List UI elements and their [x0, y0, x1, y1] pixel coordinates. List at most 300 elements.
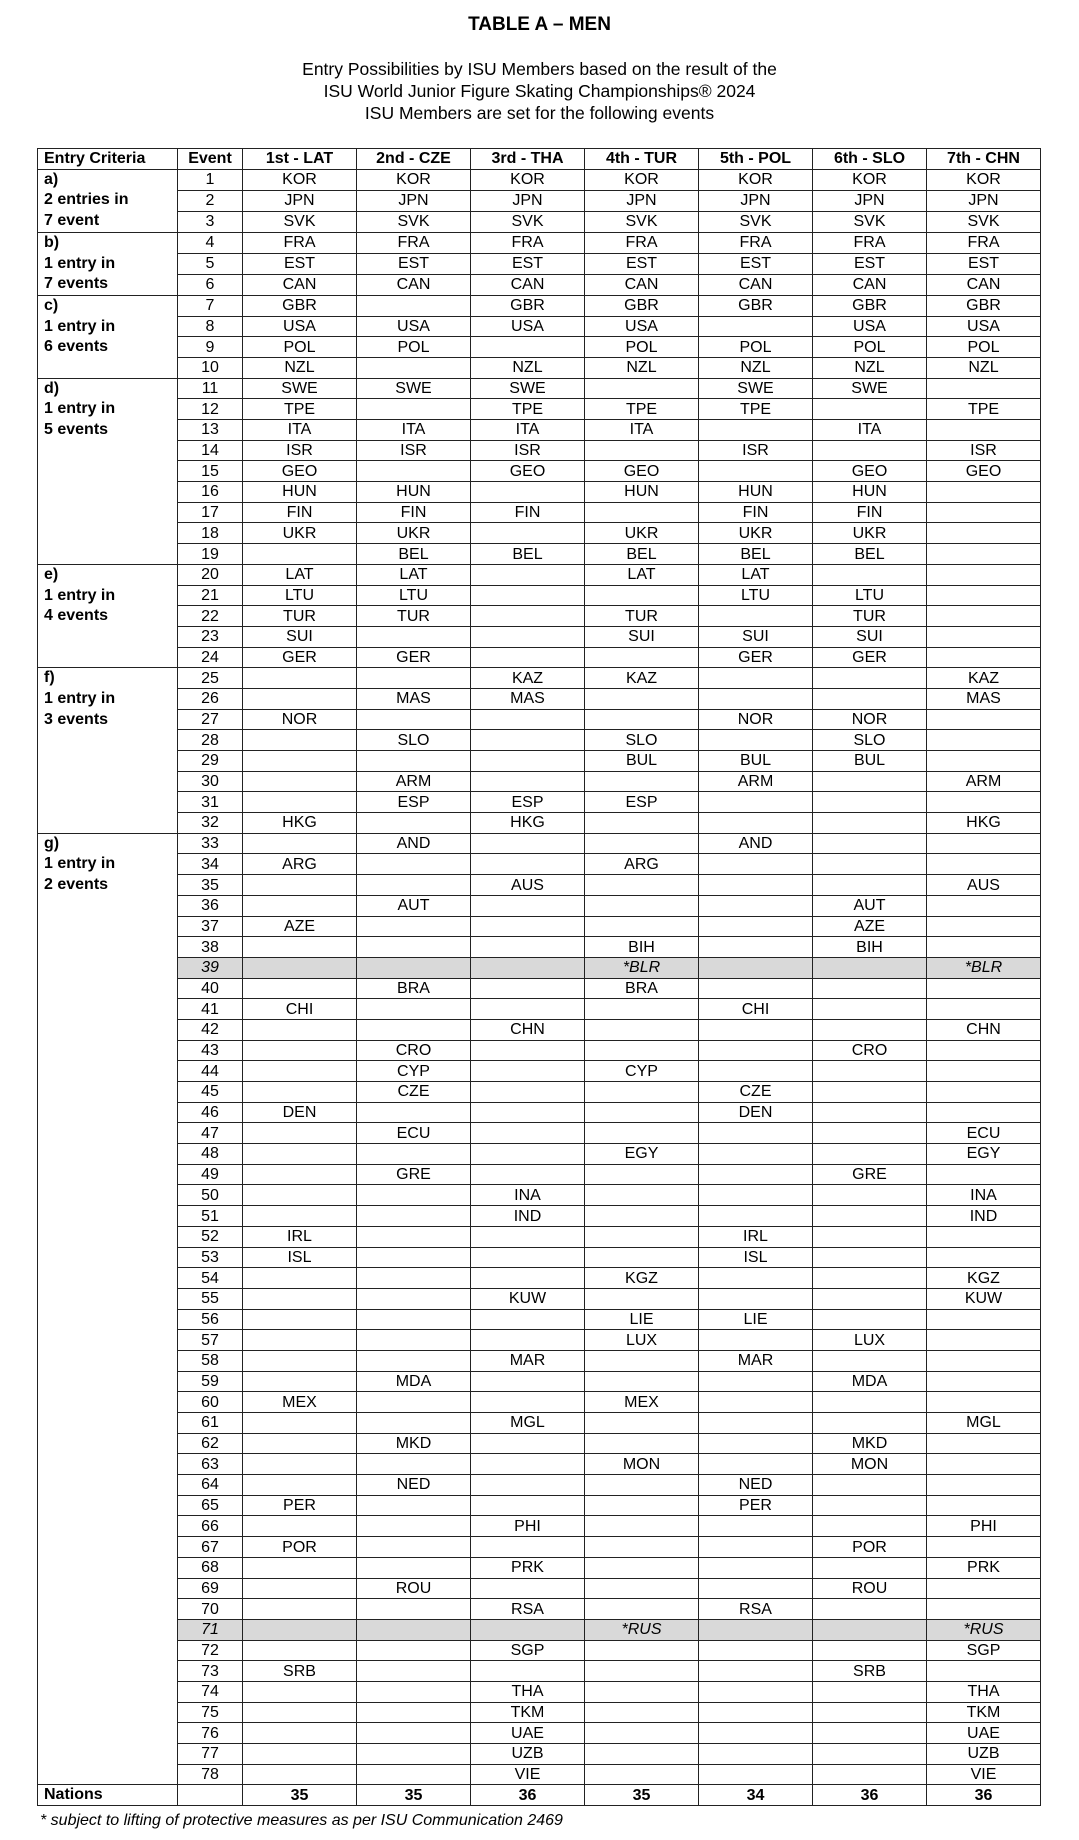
- table-row: [38, 211, 1041, 232]
- nation-cell: HUN: [357, 482, 471, 503]
- nation-cell: [357, 1392, 471, 1413]
- page-title: TABLE A – MEN: [468, 14, 611, 35]
- table-row: [38, 1082, 1041, 1103]
- nation-cell: [357, 1702, 471, 1723]
- entry-criteria-line: 3 events: [44, 710, 109, 728]
- nation-cell: CAN: [927, 274, 1041, 295]
- nation-cell: [813, 1619, 927, 1640]
- nation-cell: [585, 440, 699, 461]
- nation-cell: FRA: [813, 232, 927, 253]
- nation-cell: [471, 1102, 585, 1123]
- nation-cell: [699, 1454, 813, 1475]
- nation-cell: [243, 1185, 357, 1206]
- table-row: [38, 502, 1041, 523]
- nation-cell: [357, 1454, 471, 1475]
- nation-cell: ESP: [471, 792, 585, 813]
- event-number-cell: 51: [178, 1206, 243, 1227]
- totals-cell: 36: [927, 1785, 1041, 1806]
- nation-cell: [471, 771, 585, 792]
- nation-cell: SRB: [813, 1661, 927, 1682]
- nation-cell: [699, 875, 813, 896]
- nation-cell: [357, 1640, 471, 1661]
- event-number-cell: 44: [178, 1061, 243, 1082]
- event-number-cell: 11: [178, 378, 243, 399]
- subtitle-line: ISU Members are set for the following events: [364, 103, 715, 123]
- nation-cell: [585, 1537, 699, 1558]
- totals-cell: 35: [585, 1785, 699, 1806]
- nation-cell: POL: [699, 337, 813, 358]
- nation-cell: [813, 1723, 927, 1744]
- nation-cell: AZE: [813, 916, 927, 937]
- nation-cell: DEN: [243, 1102, 357, 1123]
- nation-cell: [813, 813, 927, 834]
- entry-criteria-line: 1 entry in: [44, 855, 116, 873]
- nation-cell: [243, 1371, 357, 1392]
- totals-cell: 36: [813, 1785, 927, 1806]
- nation-cell: [699, 1185, 813, 1206]
- nation-cell: FRA: [699, 232, 813, 253]
- nation-cell: [699, 1681, 813, 1702]
- nation-cell: [927, 751, 1041, 772]
- nation-cell: [927, 378, 1041, 399]
- entry-criteria-line: 2 entries in: [44, 191, 129, 209]
- nation-cell: DEN: [699, 1102, 813, 1123]
- nation-cell: [585, 833, 699, 854]
- nation-cell: NZL: [243, 357, 357, 378]
- nation-cell: GBR: [813, 295, 927, 316]
- nation-cell: [585, 1516, 699, 1537]
- nation-cell: [585, 1475, 699, 1496]
- table-row: [38, 1330, 1041, 1351]
- nation-cell: [243, 751, 357, 772]
- nation-cell: [927, 1247, 1041, 1268]
- nation-cell: PHI: [927, 1516, 1041, 1537]
- nation-cell: [927, 606, 1041, 627]
- nation-cell: RSA: [471, 1599, 585, 1620]
- nation-cell: AUT: [357, 895, 471, 916]
- nation-cell: [243, 978, 357, 999]
- nation-cell: [813, 957, 927, 978]
- table-row: [38, 1019, 1041, 1040]
- nation-cell: [471, 833, 585, 854]
- nation-cell: [243, 1702, 357, 1723]
- table-row: [38, 1206, 1041, 1227]
- nation-cell: [357, 709, 471, 730]
- event-number-cell: 39: [178, 957, 243, 978]
- nation-cell: GER: [813, 647, 927, 668]
- event-number-cell: 64: [178, 1475, 243, 1496]
- nation-cell: [699, 792, 813, 813]
- nation-cell: [243, 730, 357, 751]
- nation-cell: LAT: [585, 564, 699, 585]
- table-row: [38, 190, 1041, 211]
- nation-cell: [813, 1268, 927, 1289]
- nation-cell: [357, 295, 471, 316]
- nation-cell: MGL: [471, 1413, 585, 1434]
- nation-cell: INA: [927, 1185, 1041, 1206]
- table-row: [38, 316, 1041, 337]
- header-entry-criteria: Entry Criteria: [38, 149, 178, 170]
- nation-cell: [243, 1309, 357, 1330]
- nation-cell: [471, 1226, 585, 1247]
- entry-criteria-cell: [38, 668, 178, 834]
- event-number-cell: 33: [178, 833, 243, 854]
- nation-cell: UAE: [927, 1723, 1041, 1744]
- nation-cell: ARG: [585, 854, 699, 875]
- nation-cell: [699, 461, 813, 482]
- nation-cell: [813, 1061, 927, 1082]
- table-row: [38, 274, 1041, 295]
- nation-cell: SGP: [471, 1640, 585, 1661]
- nation-cell: GBR: [585, 295, 699, 316]
- nation-cell: TPE: [585, 399, 699, 420]
- nation-cell: [927, 1599, 1041, 1620]
- nation-cell: [243, 1350, 357, 1371]
- nation-cell: LTU: [699, 585, 813, 606]
- event-number-cell: 28: [178, 730, 243, 751]
- nation-cell: [585, 1371, 699, 1392]
- nation-cell: NZL: [927, 357, 1041, 378]
- nation-cell: ISL: [243, 1247, 357, 1268]
- nation-cell: TKM: [927, 1702, 1041, 1723]
- nation-cell: [927, 1330, 1041, 1351]
- nation-cell: [243, 937, 357, 958]
- table-row: [38, 1537, 1041, 1558]
- nation-cell: TKM: [471, 1702, 585, 1723]
- nation-cell: [471, 916, 585, 937]
- event-number-cell: 1: [178, 169, 243, 190]
- event-number-cell: 36: [178, 895, 243, 916]
- table-body: [38, 169, 1041, 1785]
- nation-cell: POL: [243, 337, 357, 358]
- nation-cell: USA: [471, 316, 585, 337]
- table-row: [38, 169, 1041, 190]
- nation-cell: [243, 957, 357, 978]
- nation-cell: SLO: [357, 730, 471, 751]
- nation-cell: [357, 1102, 471, 1123]
- nation-cell: [471, 626, 585, 647]
- event-number-cell: 52: [178, 1226, 243, 1247]
- nation-cell: [243, 1123, 357, 1144]
- entry-table: [37, 148, 1041, 1806]
- nation-cell: [927, 1164, 1041, 1185]
- nation-cell: [471, 1661, 585, 1682]
- entry-criteria-line: 1 entry in: [44, 689, 116, 707]
- event-number-cell: 61: [178, 1413, 243, 1434]
- nation-cell: [699, 316, 813, 337]
- event-number-cell: 27: [178, 709, 243, 730]
- nation-cell: CYP: [357, 1061, 471, 1082]
- nation-cell: KGZ: [927, 1268, 1041, 1289]
- nation-cell: [699, 1019, 813, 1040]
- nation-cell: [699, 730, 813, 751]
- entry-criteria-line: 1 entry in: [44, 586, 116, 604]
- nation-cell: KUW: [927, 1288, 1041, 1309]
- nation-cell: [813, 875, 927, 896]
- table-row: [38, 771, 1041, 792]
- event-number-cell: 57: [178, 1330, 243, 1351]
- nation-cell: [357, 1537, 471, 1558]
- nation-cell: VIE: [471, 1764, 585, 1785]
- event-number-cell: 68: [178, 1557, 243, 1578]
- table-row: [38, 1247, 1041, 1268]
- nation-cell: [585, 875, 699, 896]
- nation-cell: [471, 895, 585, 916]
- nation-cell: [243, 544, 357, 565]
- nation-cell: LUX: [585, 1330, 699, 1351]
- entry-criteria-line: e): [44, 565, 59, 583]
- event-number-cell: 21: [178, 585, 243, 606]
- nation-cell: ARM: [357, 771, 471, 792]
- nation-cell: [585, 647, 699, 668]
- nation-cell: [357, 1764, 471, 1785]
- nation-cell: [357, 751, 471, 772]
- nation-cell: [243, 1061, 357, 1082]
- event-number-cell: 16: [178, 482, 243, 503]
- nation-cell: [471, 1123, 585, 1144]
- nation-cell: [699, 1702, 813, 1723]
- footnote: * subject to lifting of protective measures as per ISU Communication 2469: [40, 1812, 563, 1829]
- totals-label: Nations: [38, 1785, 178, 1806]
- nation-cell: [243, 1164, 357, 1185]
- nation-cell: IND: [471, 1206, 585, 1227]
- table-row: [38, 1516, 1041, 1537]
- nation-cell: [357, 937, 471, 958]
- nation-cell: [927, 626, 1041, 647]
- nation-cell: [813, 688, 927, 709]
- nation-cell: [699, 1537, 813, 1558]
- nation-cell: [243, 1681, 357, 1702]
- nation-cell: SLO: [813, 730, 927, 751]
- nation-cell: [471, 1330, 585, 1351]
- nation-cell: IRL: [243, 1226, 357, 1247]
- table-row: [38, 482, 1041, 503]
- nation-cell: MAR: [699, 1350, 813, 1371]
- nation-cell: [357, 1557, 471, 1578]
- nation-cell: MEX: [585, 1392, 699, 1413]
- table-row: [38, 1185, 1041, 1206]
- event-number-cell: 46: [178, 1102, 243, 1123]
- nation-cell: CAN: [471, 274, 585, 295]
- nation-cell: SWE: [357, 378, 471, 399]
- nation-cell: POL: [813, 337, 927, 358]
- nation-cell: [243, 1019, 357, 1040]
- table-row: [38, 1144, 1041, 1165]
- nation-cell: PHI: [471, 1516, 585, 1537]
- nation-cell: [585, 1350, 699, 1371]
- nation-cell: [699, 1144, 813, 1165]
- nation-cell: *BLR: [585, 957, 699, 978]
- nation-cell: PRK: [471, 1557, 585, 1578]
- nation-cell: [243, 792, 357, 813]
- nation-cell: [357, 399, 471, 420]
- nation-cell: [585, 1413, 699, 1434]
- nation-cell: CAN: [699, 274, 813, 295]
- nation-cell: GER: [357, 647, 471, 668]
- nation-cell: [927, 1371, 1041, 1392]
- nation-cell: CZE: [699, 1082, 813, 1103]
- nation-cell: [927, 544, 1041, 565]
- table-row: [38, 1640, 1041, 1661]
- nation-cell: [243, 1640, 357, 1661]
- nation-cell: [813, 1102, 927, 1123]
- totals-empty-cell: [178, 1785, 243, 1806]
- nation-cell: [813, 1413, 927, 1434]
- header-3rd: 3rd - THA: [471, 149, 585, 170]
- event-number-cell: 49: [178, 1164, 243, 1185]
- nation-cell: GBR: [471, 295, 585, 316]
- nation-cell: FIN: [471, 502, 585, 523]
- nation-cell: [813, 999, 927, 1020]
- nation-cell: MEX: [243, 1392, 357, 1413]
- nation-cell: [927, 647, 1041, 668]
- nation-cell: [243, 1475, 357, 1496]
- nation-cell: [813, 1599, 927, 1620]
- nation-cell: MDA: [357, 1371, 471, 1392]
- nation-cell: [471, 1040, 585, 1061]
- nation-cell: FRA: [585, 232, 699, 253]
- nation-cell: [243, 688, 357, 709]
- nation-cell: SVK: [585, 211, 699, 232]
- nation-cell: KUW: [471, 1288, 585, 1309]
- nation-cell: NOR: [813, 709, 927, 730]
- nation-cell: RSA: [699, 1599, 813, 1620]
- nation-cell: [243, 1578, 357, 1599]
- nation-cell: [699, 1164, 813, 1185]
- nation-cell: [471, 730, 585, 751]
- nation-cell: [357, 1681, 471, 1702]
- nation-cell: AUS: [927, 875, 1041, 896]
- nation-cell: HUN: [243, 482, 357, 503]
- nation-cell: [813, 1309, 927, 1330]
- nation-cell: UKR: [357, 523, 471, 544]
- nation-cell: [927, 937, 1041, 958]
- entry-criteria-cell: [38, 564, 178, 667]
- nation-cell: [813, 1206, 927, 1227]
- table-row: [38, 1164, 1041, 1185]
- nation-cell: BIH: [813, 937, 927, 958]
- nation-cell: THA: [471, 1681, 585, 1702]
- nation-cell: EST: [813, 253, 927, 274]
- table-row: [38, 854, 1041, 875]
- nation-cell: [927, 1102, 1041, 1123]
- entry-criteria-cell: [38, 833, 178, 1785]
- nation-cell: UKR: [243, 523, 357, 544]
- nation-cell: [357, 1226, 471, 1247]
- nation-cell: HUN: [585, 482, 699, 503]
- nation-cell: [927, 1040, 1041, 1061]
- nation-cell: NZL: [813, 357, 927, 378]
- nation-cell: CAN: [357, 274, 471, 295]
- nation-cell: [357, 999, 471, 1020]
- table-row: [38, 1413, 1041, 1434]
- event-number-cell: 38: [178, 937, 243, 958]
- nation-cell: UKR: [699, 523, 813, 544]
- nation-cell: JPN: [471, 190, 585, 211]
- nation-cell: [699, 1123, 813, 1144]
- nation-cell: CHN: [927, 1019, 1041, 1040]
- nation-cell: [357, 626, 471, 647]
- nation-cell: UAE: [471, 1723, 585, 1744]
- nation-cell: [927, 730, 1041, 751]
- entry-criteria-line: d): [44, 379, 60, 397]
- table-row: [38, 1350, 1041, 1371]
- nation-cell: SRB: [243, 1661, 357, 1682]
- nation-cell: MKD: [813, 1433, 927, 1454]
- nation-cell: [699, 1578, 813, 1599]
- nation-cell: USA: [243, 316, 357, 337]
- nation-cell: [813, 1144, 927, 1165]
- event-number-cell: 45: [178, 1082, 243, 1103]
- table-row: [38, 1102, 1041, 1123]
- nation-cell: [357, 1350, 471, 1371]
- nation-cell: [357, 1599, 471, 1620]
- nation-cell: [471, 523, 585, 544]
- nation-cell: AND: [699, 833, 813, 854]
- nation-cell: ISR: [927, 440, 1041, 461]
- nation-cell: [927, 1061, 1041, 1082]
- nation-cell: ROU: [813, 1578, 927, 1599]
- nation-cell: BIH: [585, 937, 699, 958]
- table-row: [38, 668, 1041, 689]
- nation-cell: POR: [243, 1537, 357, 1558]
- nation-cell: FRA: [357, 232, 471, 253]
- table-row: [38, 1557, 1041, 1578]
- nation-cell: [243, 1599, 357, 1620]
- table-row: [38, 1123, 1041, 1144]
- nation-cell: THA: [927, 1681, 1041, 1702]
- table-row: [38, 709, 1041, 730]
- nation-cell: [699, 1392, 813, 1413]
- nation-cell: BEL: [357, 544, 471, 565]
- nation-cell: [243, 1288, 357, 1309]
- nation-cell: BEL: [813, 544, 927, 565]
- nation-cell: [243, 1040, 357, 1061]
- nation-cell: [471, 751, 585, 772]
- header-5th: 5th - POL: [699, 149, 813, 170]
- nation-cell: KOR: [243, 169, 357, 190]
- nation-cell: [813, 1702, 927, 1723]
- nation-cell: ISR: [699, 440, 813, 461]
- nation-cell: INA: [471, 1185, 585, 1206]
- nation-cell: MGL: [927, 1413, 1041, 1434]
- table-row: [38, 523, 1041, 544]
- nation-cell: [243, 1082, 357, 1103]
- nation-cell: [357, 1744, 471, 1765]
- nation-cell: ISL: [699, 1247, 813, 1268]
- nation-cell: [357, 1619, 471, 1640]
- nation-cell: HKG: [471, 813, 585, 834]
- nation-cell: ITA: [813, 420, 927, 441]
- nation-cell: [357, 1330, 471, 1351]
- nation-cell: [585, 1226, 699, 1247]
- nation-cell: [585, 1578, 699, 1599]
- nation-cell: LAT: [243, 564, 357, 585]
- event-number-cell: 6: [178, 274, 243, 295]
- nation-cell: [699, 1723, 813, 1744]
- nation-cell: [927, 854, 1041, 875]
- event-number-cell: 29: [178, 751, 243, 772]
- nation-cell: [927, 999, 1041, 1020]
- nation-cell: [585, 709, 699, 730]
- nation-cell: LTU: [813, 585, 927, 606]
- event-number-cell: 26: [178, 688, 243, 709]
- nation-cell: [243, 1330, 357, 1351]
- header-1st: 1st - LAT: [243, 149, 357, 170]
- event-number-cell: 35: [178, 875, 243, 896]
- nation-cell: [699, 1288, 813, 1309]
- nation-cell: SVK: [699, 211, 813, 232]
